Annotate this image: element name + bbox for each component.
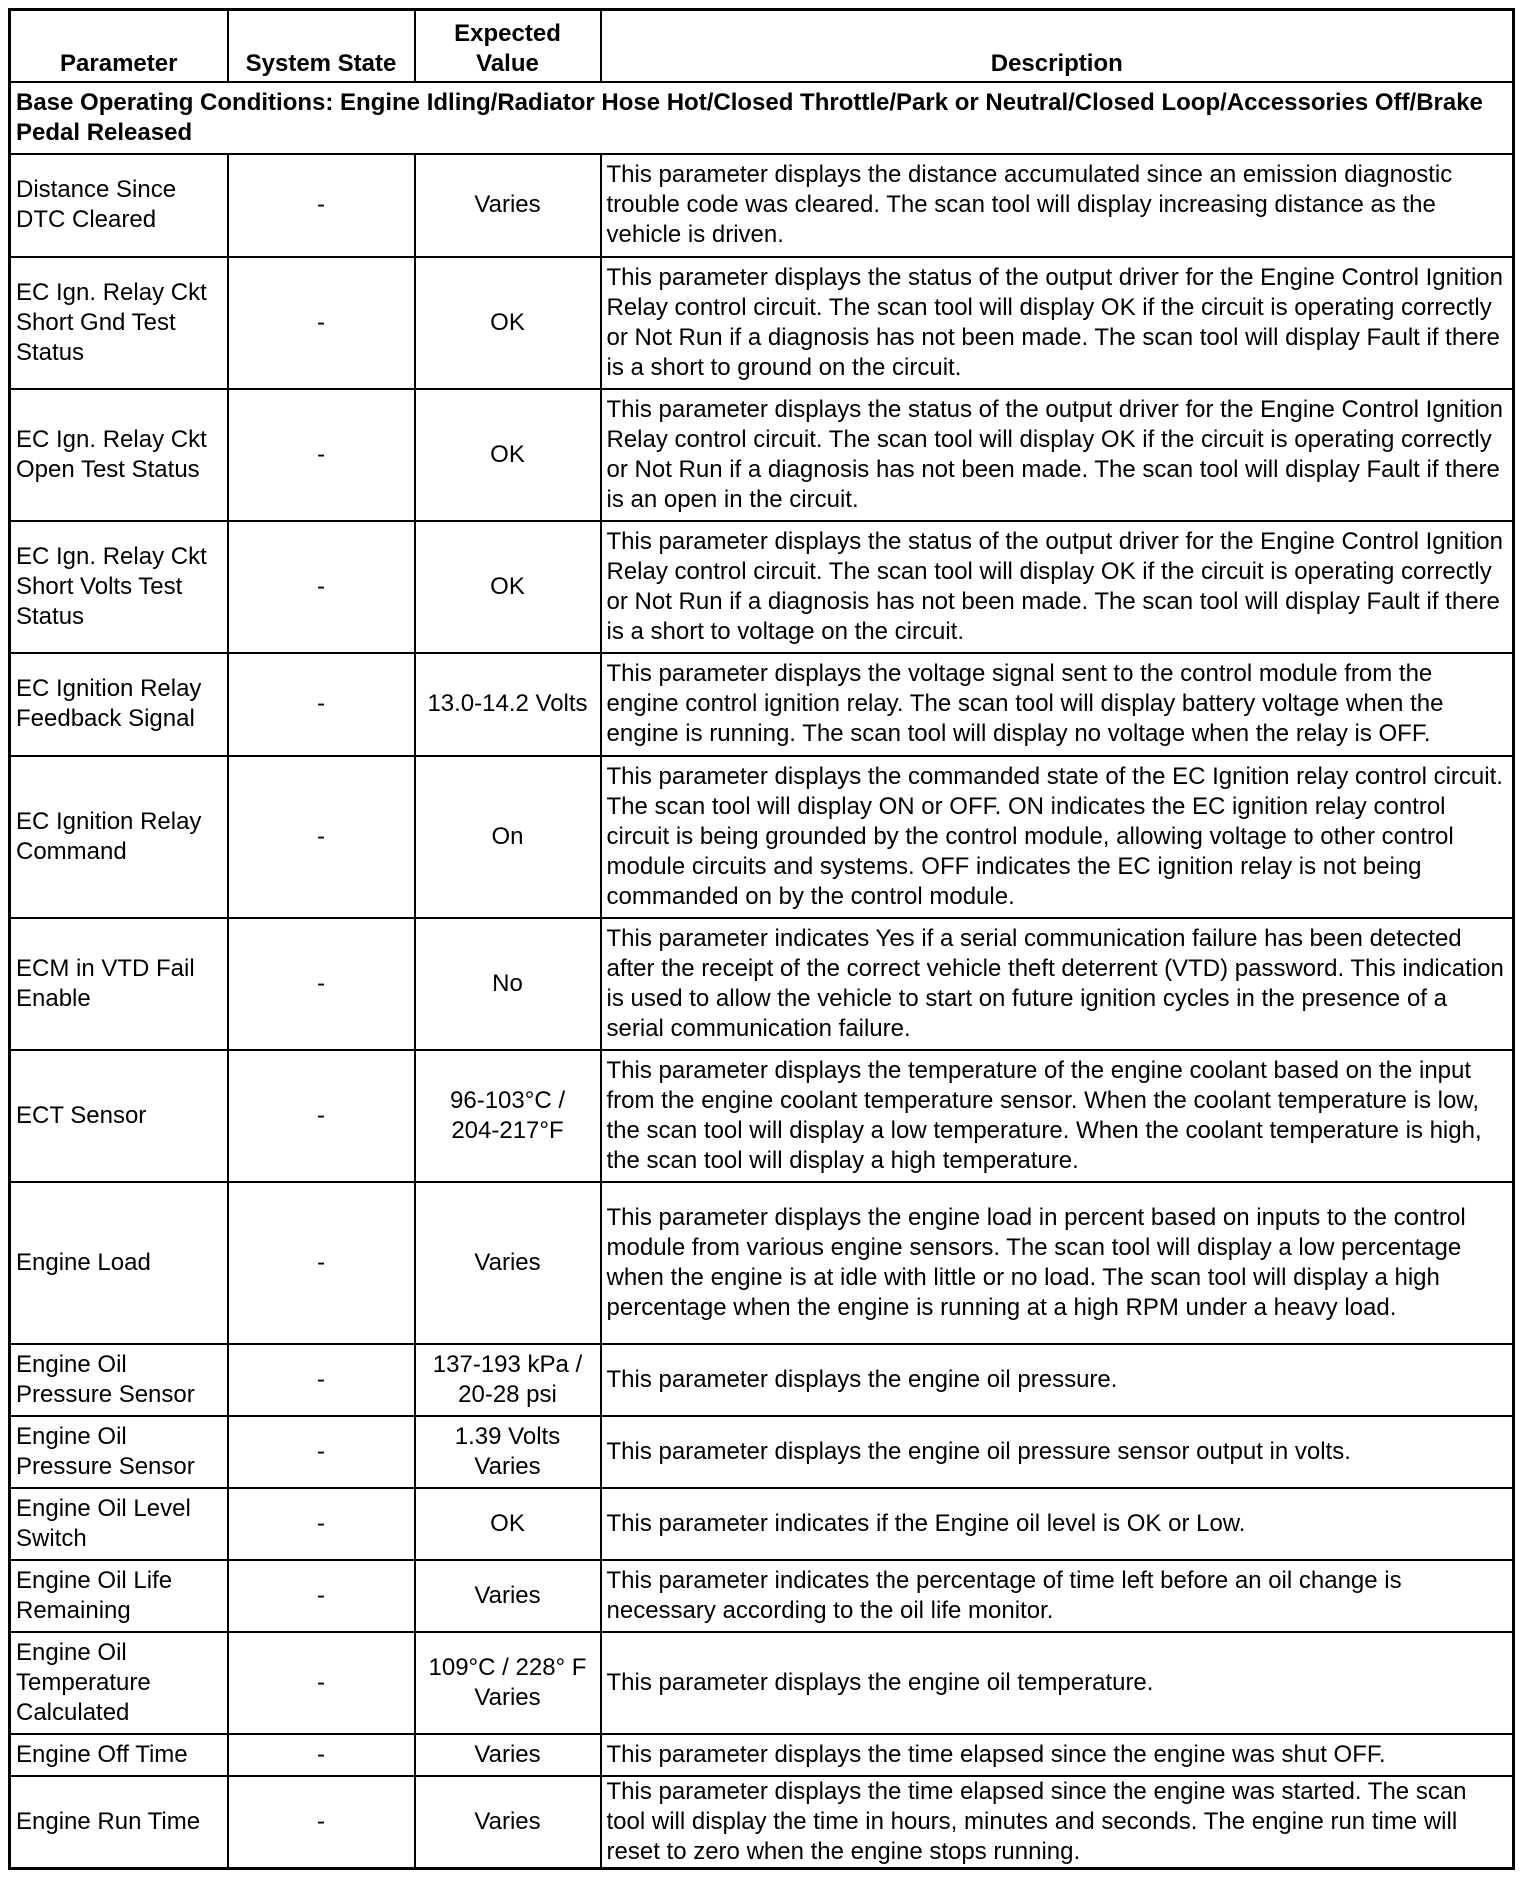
parameter-description: This parameter displays the status of the output driver for the Engine Control Ignition Relay control circuit. The scan tool will display OK if the circuit is operating correctly or Not Run if a diagnosis has not been made. The scan tool will display Fault if there is a short to voltage on the circuit.: [601, 521, 1514, 653]
parameter-name: Engine Off Time: [10, 1734, 228, 1776]
table-row: [10, 521, 1514, 653]
parameter-document: [8, 8, 1512, 1870]
table-row: [10, 918, 1514, 1050]
parameter-name: EC Ignition Relay Feedback Signal: [10, 653, 228, 756]
parameter-description: This parameter displays the engine oil pressure sensor output in volts.: [601, 1416, 1514, 1488]
expected-value: Varies: [415, 1182, 601, 1344]
parameter-description: This parameter displays the time elapsed since the engine was shut OFF.: [601, 1734, 1514, 1776]
parameter-name: Engine Oil Pressure Sensor: [10, 1416, 228, 1488]
table-row: [10, 1560, 1514, 1632]
table-row: [10, 1416, 1514, 1488]
conditions-row: [10, 82, 1514, 154]
parameter-name: ECM in VTD Fail Enable: [10, 918, 228, 1050]
parameter-description: This parameter displays the commanded state of the EC Ignition relay control circuit. The scan tool will display ON or OFF. ON indicates the EC ignition relay control circuit is being grounded by the control module, allowing voltage to other control module circuits and systems. OFF indicates the EC ignition relay is not being commanded on by the control module.: [601, 756, 1514, 918]
parameter-description: This parameter displays the engine oil temperature.: [601, 1632, 1514, 1734]
system-state-value: -: [228, 1632, 415, 1734]
parameter-description: This parameter indicates if the Engine oil level is OK or Low.: [601, 1488, 1514, 1560]
expected-value: No: [415, 918, 601, 1050]
parameter-name: EC Ignition Relay Command: [10, 756, 228, 918]
base-operating-conditions: Base Operating Conditions: Engine Idling/Radiator Hose Hot/Closed Throttle/Park or Neutral/Closed Loop/Accessories Off/Brake Pedal Released: [10, 82, 1514, 154]
parameter-description: This parameter displays the engine oil pressure.: [601, 1344, 1514, 1416]
parameter-description: This parameter displays the temperature of the engine coolant based on the input from the engine coolant temperature sensor. When the coolant temperature is low, the scan tool will display a low temperature. When the coolant temperature is high, the scan tool will display a high temperature.: [601, 1050, 1514, 1182]
parameter-description: This parameter displays the status of the output driver for the Engine Control Ignition Relay control circuit. The scan tool will display OK if the circuit is operating correctly or Not Run if a diagnosis has not been made. The scan tool will display Fault if there is a short to ground on the circuit.: [601, 257, 1514, 389]
parameter-name: Engine Run Time: [10, 1776, 228, 1869]
scan-tool-data-table: [8, 8, 1515, 1870]
parameter-name: EC Ign. Relay Ckt Short Volts Test Status: [10, 521, 228, 653]
table-row: [10, 257, 1514, 389]
expected-value: OK: [415, 389, 601, 521]
parameter-name: Distance Since DTC Cleared: [10, 154, 228, 257]
expected-value: 96-103°C / 204-217°F: [415, 1050, 601, 1182]
parameter-description: This parameter displays the voltage signal sent to the control module from the engine control ignition relay. The scan tool will display battery voltage when the engine is running. The scan tool will display no voltage when the relay is OFF.: [601, 653, 1514, 756]
expected-value: 1.39 Volts Varies: [415, 1416, 601, 1488]
system-state-value: -: [228, 1488, 415, 1560]
expected-value: OK: [415, 521, 601, 653]
parameter-description: This parameter displays the engine load in percent based on inputs to the control module from various engine sensors. The scan tool will display a low percentage when the engine is at idle with little or no load. The scan tool will display a high percentage when the engine is running at a high RPM under a heavy load.: [601, 1182, 1514, 1344]
table-row: [10, 1182, 1514, 1344]
system-state-value: -: [228, 1560, 415, 1632]
header-system-state: System State: [228, 10, 415, 82]
table-row: [10, 1488, 1514, 1560]
expected-value: OK: [415, 1488, 601, 1560]
expected-value: Varies: [415, 1776, 601, 1869]
system-state-value: -: [228, 756, 415, 918]
table-row: [10, 1050, 1514, 1182]
parameter-name: EC Ign. Relay Ckt Short Gnd Test Status: [10, 257, 228, 389]
system-state-value: -: [228, 257, 415, 389]
parameter-name: EC Ign. Relay Ckt Open Test Status: [10, 389, 228, 521]
expected-value: 137-193 kPa / 20-28 psi: [415, 1344, 601, 1416]
system-state-value: -: [228, 154, 415, 257]
system-state-value: -: [228, 1416, 415, 1488]
parameter-name: Engine Oil Pressure Sensor: [10, 1344, 228, 1416]
table-row: [10, 653, 1514, 756]
system-state-value: -: [228, 1734, 415, 1776]
system-state-value: -: [228, 1050, 415, 1182]
table-row: [10, 389, 1514, 521]
system-state-value: -: [228, 389, 415, 521]
expected-value: 109°C / 228° F Varies: [415, 1632, 601, 1734]
table-row: [10, 1632, 1514, 1734]
parameter-name: Engine Load: [10, 1182, 228, 1344]
table-row: [10, 1776, 1514, 1869]
table-row: [10, 154, 1514, 257]
header-parameter: Parameter: [10, 10, 228, 82]
table-row: [10, 1344, 1514, 1416]
system-state-value: -: [228, 653, 415, 756]
expected-value: 13.0-14.2 Volts: [415, 653, 601, 756]
parameter-name: Engine Oil Temperature Calculated: [10, 1632, 228, 1734]
header-expected-value: Expected Value: [415, 10, 601, 82]
table-row: [10, 756, 1514, 918]
system-state-value: -: [228, 1776, 415, 1869]
expected-value: Varies: [415, 1560, 601, 1632]
header-description: Description: [601, 10, 1514, 82]
parameter-description: This parameter displays the distance accumulated since an emission diagnostic trouble code was cleared. The scan tool will display increasing distance as the vehicle is driven.: [601, 154, 1514, 257]
expected-value: Varies: [415, 1734, 601, 1776]
parameter-description: This parameter indicates the percentage of time left before an oil change is necessary according to the oil life monitor.: [601, 1560, 1514, 1632]
expected-value: On: [415, 756, 601, 918]
header-row: [10, 10, 1514, 82]
parameter-name: ECT Sensor: [10, 1050, 228, 1182]
expected-value: OK: [415, 257, 601, 389]
parameter-name: Engine Oil Life Remaining: [10, 1560, 228, 1632]
system-state-value: -: [228, 1344, 415, 1416]
parameter-description: This parameter displays the status of the output driver for the Engine Control Ignition Relay control circuit. The scan tool will display OK if the circuit is operating correctly or Not Run if a diagnosis has not been made. The scan tool will display Fault if there is an open in the circuit.: [601, 389, 1514, 521]
parameter-description: This parameter indicates Yes if a serial communication failure has been detected after the receipt of the correct vehicle theft deterrent (VTD) password. This indication is used to allow the vehicle to start on future ignition cycles in the presence of a serial communication failure.: [601, 918, 1514, 1050]
system-state-value: -: [228, 521, 415, 653]
parameter-description: This parameter displays the time elapsed since the engine was started. The scan tool will display the time in hours, minutes and seconds. The engine run time will reset to zero when the engine stops running.: [601, 1776, 1514, 1869]
table-row: [10, 1734, 1514, 1776]
expected-value: Varies: [415, 154, 601, 257]
parameter-name: Engine Oil Level Switch: [10, 1488, 228, 1560]
system-state-value: -: [228, 1182, 415, 1344]
system-state-value: -: [228, 918, 415, 1050]
